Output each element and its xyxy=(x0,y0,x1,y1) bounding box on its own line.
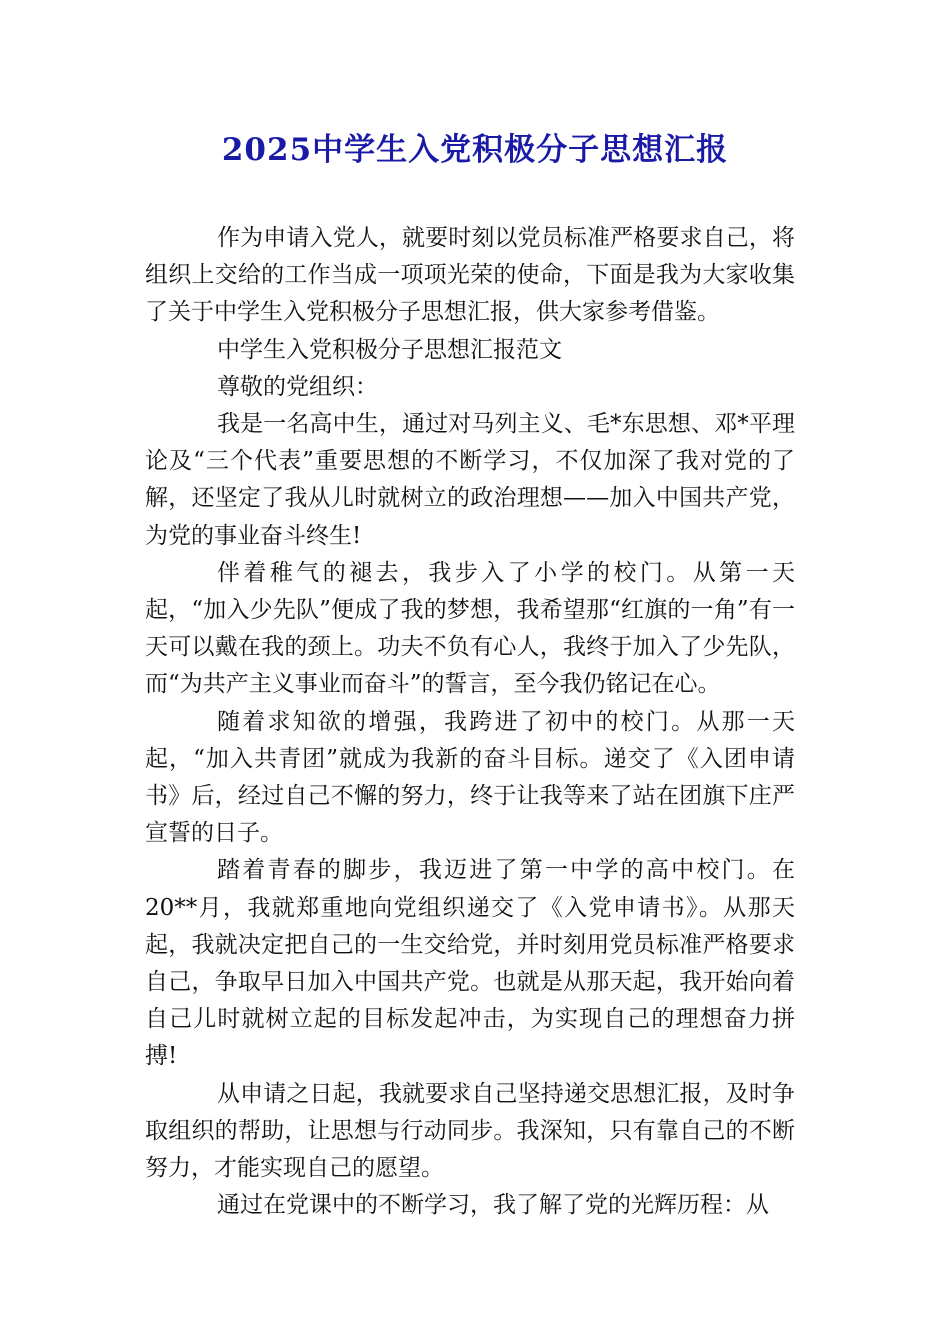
paragraph-intro: 作为申请入党人，就要时刻以党员标准严格要求自己，将组织上交给的工作当成一项项光荣的使命，下面是我为大家收集了关于中学生入党积极分子思想汇报，供大家参考借鉴。 xyxy=(145,225,795,326)
document-body xyxy=(145,220,795,1224)
paragraph: 通过在党课中的不断学习，我了解了党的光辉历程：从 xyxy=(217,1192,769,1219)
paragraph: 从申请之日起，我就要求自己坚持递交思想汇报，及时争取组织的帮助，让思想与行动同步。我深知，只有靠自己的不断努力，才能实现自己的愿望。 xyxy=(145,1080,795,1182)
paragraph: 我是一名高中生，通过对马列主义、毛*东思想、邓*平理论及“三个代表”重要思想的不断学习，不仅加深了我对党的了解，还坚定了我从儿时就树立的政治理想——加入中国共产党，为党的事业奋斗终生! xyxy=(145,411,795,549)
paragraph: 伴着稚气的褪去，我步入了小学的校门。从第一天起，“加入少先队”便成了我的梦想，我希望那“红旗的一角”有一天可以戴在我的颈上。功夫不负有心人，我终于加入了少先队，而“为共产主义事业而奋斗”的誓言，至今我仍铭记在心。 xyxy=(145,559,795,698)
paragraph: 踏着青春的脚步，我迈进了第一中学的高中校门。在20**月，我就郑重地向党组织递交了《入党申请书》。从那天起，我就决定把自己的一生交给党，并时刻用党员标准严格要求自己，争取早日加入中国共产党。也就是从那天起，我开始向着自己儿时就树立起的目标发起冲击，为实现自己的理想奋力拼搏! xyxy=(145,857,795,1070)
paragraph-salutation: 尊敬的党组织： xyxy=(217,373,378,400)
document-title: 2025中学生入党积极分子思想汇报 xyxy=(221,132,729,168)
paragraph-subtitle: 中学生入党积极分子思想汇报范文 xyxy=(217,336,562,363)
paragraph: 随着求知欲的增强，我跨进了初中的校门。从那一天起，“加入共青团”就成为我新的奋斗目标。递交了《入团申请书》后，经过自己不懈的努力，终于让我等来了站在团旗下庄严宣誓的日子。 xyxy=(145,708,795,847)
